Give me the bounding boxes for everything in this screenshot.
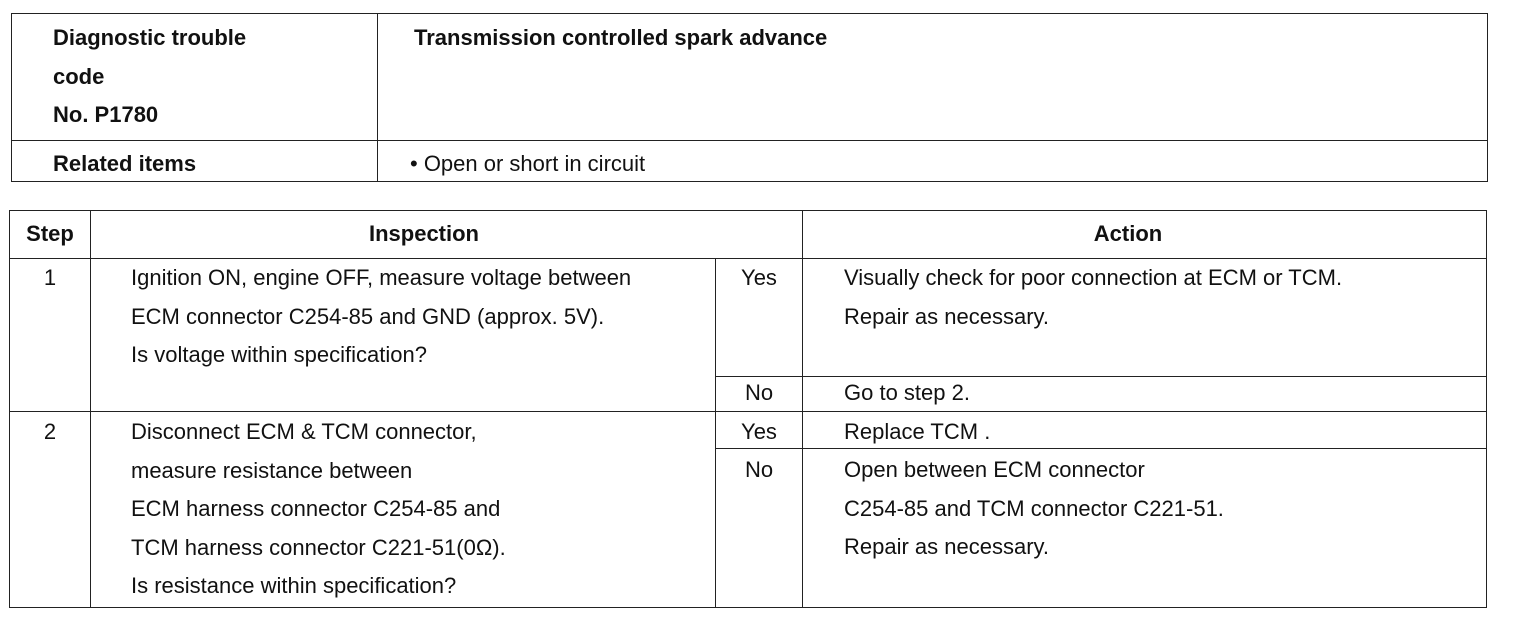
column-header-step: Step [26,221,74,246]
dtc-header-divider-h [11,140,1488,141]
column-header-action: Action [1093,221,1163,246]
inspection-line: ECM connector C254-85 and GND (approx. 5V). [131,303,605,329]
inspection-line: Disconnect ECM & TCM connector, [131,419,477,444]
yes-label: Yes [741,419,777,444]
action-line: Go to step 2. [844,380,970,405]
dtc-code-label-line-1: Diagnostic trouble [53,25,247,50]
inspection-line: ECM harness connector C254-85 and [131,496,501,521]
step-number: 1 [43,265,57,290]
action-line: Repair as necessary. [844,303,1050,329]
action-line: Open between ECM connector [844,457,1145,482]
dtc-code-label-line-3: No. P1780 [53,102,159,127]
dtc-title: Transmission controlled spark advance [414,25,828,50]
inspection-line: Is resistance within specification? [131,573,457,598]
inspection-line: Ignition ON, engine OFF, measure voltage between [131,265,632,290]
inspection-line: Is voltage within specification? [131,342,427,367]
step-number: 2 [43,419,57,444]
dtc-header-divider-v [377,13,378,182]
no-label: No [744,380,774,405]
dtc-code-label-line-2: code [53,63,105,89]
column-header-inspection: Inspection [368,221,479,246]
inspection-line: TCM harness connector C221-51(0Ω). [131,534,506,560]
no-label: No [744,457,774,482]
action-line: C254-85 and TCM connector C221-51. [844,495,1224,521]
step1-yes-no-divider [715,376,1487,377]
inspection-line: measure resistance between [131,457,413,483]
related-items-value: • Open or short in circuit [410,151,646,176]
action-line: Replace TCM . [844,419,991,444]
step2-yes-no-divider [715,448,1487,449]
action-line: Visually check for poor connection at ECM or TCM. [844,265,1343,290]
action-line: Repair as necessary. [844,534,1050,559]
yes-label: Yes [741,265,777,290]
related-items-label: Related items [53,151,197,176]
